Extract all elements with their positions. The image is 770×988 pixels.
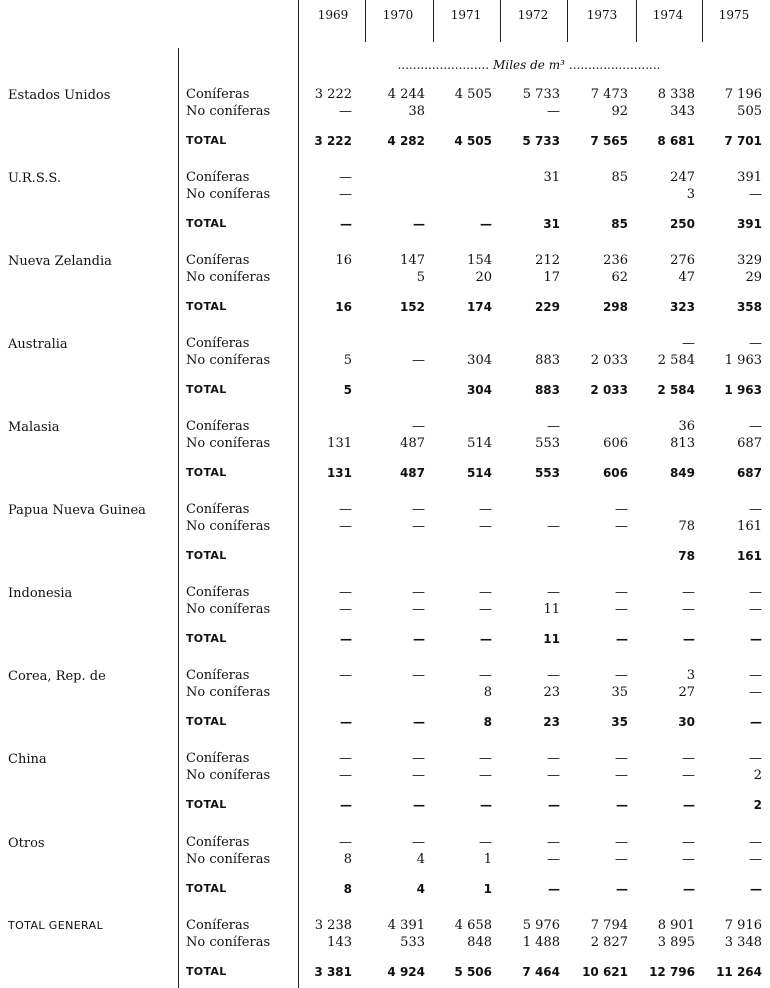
data-cell: 304 [466,383,492,397]
data-cell: 30 [678,715,695,729]
data-cell: — [615,519,628,534]
data-cell: 391 [736,217,762,231]
data-cell: — [749,668,762,683]
data-cell: 8 [343,882,352,896]
data-cell: 487 [399,466,425,480]
data-cell: — [548,798,560,812]
data-cell: 161 [737,519,762,534]
year-header: 1973 [586,8,618,22]
row-label-coniferas: Coníferas [186,502,250,517]
data-cell: — [547,419,560,434]
data-cell: 323 [669,300,695,314]
data-cell: 1 [483,852,492,867]
row-label-coniferas: Coníferas [186,585,250,600]
data-cell: — [480,798,492,812]
data-cell: 38 [408,104,425,119]
data-cell: — [682,585,695,600]
data-cell: — [749,852,762,867]
row-label-no-coniferas: No coníferas [186,768,271,783]
data-cell: — [479,835,492,850]
data-cell: 848 [467,935,492,950]
row-label-no-coniferas: No coníferas [186,519,271,534]
data-cell: — [750,882,762,896]
row-label-total: TOTAL [186,882,227,895]
data-cell: 883 [534,383,560,397]
data-cell: 85 [611,170,628,185]
data-cell: — [412,602,425,617]
data-cell: 1 963 [724,383,762,397]
data-cell: — [413,715,425,729]
unit-dots: ........................ [568,58,661,72]
data-cell: 304 [467,353,492,368]
row-label-no-coniferas: No coníferas [186,602,271,617]
data-cell: — [750,715,762,729]
data-cell: 8 [483,685,492,700]
data-cell: 7 565 [590,134,628,148]
country-name: Estados Unidos [8,88,111,103]
data-cell: 247 [670,170,695,185]
year-header: 1975 [718,8,750,22]
data-cell: 11 [543,602,560,617]
data-cell: 4 391 [387,918,425,933]
data-cell: 62 [611,270,628,285]
data-cell: — [339,835,352,850]
data-cell: — [339,187,352,202]
row-label-total: TOTAL [186,217,227,230]
data-cell: 3 [686,668,695,683]
data-cell: 4 505 [454,87,492,102]
data-cell: 2 033 [590,353,628,368]
data-cell: — [412,751,425,766]
data-cell: 5 733 [522,134,560,148]
data-cell: — [547,668,560,683]
data-cell: 687 [737,436,762,451]
data-cell: — [615,835,628,850]
data-cell: 358 [736,300,762,314]
row-label-coniferas: Coníferas [186,419,250,434]
data-cell: 3 222 [314,134,352,148]
data-cell: — [683,632,695,646]
data-cell: 7 916 [724,918,762,933]
data-cell: — [412,353,425,368]
data-cell: 7 701 [724,134,762,148]
data-cell: 553 [535,436,560,451]
data-cell: — [615,668,628,683]
country-name: TOTAL GENERAL [8,919,104,932]
data-cell: 16 [335,300,352,314]
data-cell: 92 [611,104,628,119]
data-cell: 154 [467,253,492,268]
data-cell: 8 901 [657,918,695,933]
data-cell: — [547,768,560,783]
data-cell: — [412,835,425,850]
data-cell: — [339,602,352,617]
data-cell: 31 [543,170,560,185]
data-cell: — [479,502,492,517]
data-cell: 152 [399,300,425,314]
data-cell: — [412,585,425,600]
data-cell: 3 895 [657,935,695,950]
data-cell: — [339,768,352,783]
unit-text: Miles de m³ [493,58,565,72]
data-cell: — [547,835,560,850]
data-cell: 27 [678,685,695,700]
row-label-no-coniferas: No coníferas [186,852,271,867]
data-cell: — [683,882,695,896]
data-cell: — [749,835,762,850]
data-cell: 606 [603,436,628,451]
data-cell: 813 [670,436,695,451]
data-cell: 3 [686,187,695,202]
data-cell: 5 [343,383,352,397]
data-cell: 487 [400,436,425,451]
data-cell: 505 [737,104,762,119]
data-cell: — [749,187,762,202]
row-label-total: TOTAL [186,798,227,811]
data-cell: 4 [416,882,425,896]
data-cell: 20 [475,270,492,285]
header-divider [567,0,568,42]
row-label-total: TOTAL [186,549,227,562]
data-cell: — [339,104,352,119]
data-cell: 35 [611,685,628,700]
data-cell: — [340,798,352,812]
data-cell: 36 [678,419,695,434]
data-cell: — [340,715,352,729]
country-name: Corea, Rep. de [8,669,106,684]
data-cell: 1 488 [522,935,560,950]
data-cell: — [682,751,695,766]
country-name: Australia [8,337,68,352]
header-divider [636,0,637,42]
data-cell: — [412,519,425,534]
data-cell: 298 [602,300,628,314]
data-cell: — [547,751,560,766]
unit-label [300,58,758,72]
header-divider [702,0,703,42]
data-cell: — [340,632,352,646]
year-header: 1974 [652,8,684,22]
data-cell: — [682,602,695,617]
data-cell: — [615,502,628,517]
data-cell: — [339,170,352,185]
country-name: Malasia [8,420,60,435]
data-cell: 236 [603,253,628,268]
data-cell: 161 [736,549,762,563]
data-cell: — [479,751,492,766]
data-cell: 2 [753,768,762,783]
data-cell: 29 [745,270,762,285]
data-cell: 3 348 [724,935,762,950]
data-cell: 329 [737,253,762,268]
data-cell: 147 [400,253,425,268]
data-cell: — [615,852,628,867]
row-label-total: TOTAL [186,300,227,313]
data-cell: 1 963 [724,353,762,368]
data-cell: 143 [327,935,352,950]
data-cell: 3 222 [314,87,352,102]
data-cell: 2 033 [590,383,628,397]
data-cell: — [547,852,560,867]
country-name: U.R.S.S. [8,171,61,186]
row-label-coniferas: Coníferas [186,751,250,766]
data-cell: 78 [678,549,695,563]
data-cell: — [412,419,425,434]
data-cell: 1 [483,882,492,896]
country-name: Otros [8,836,45,851]
data-cell: 533 [400,935,425,950]
data-cell: 2 584 [657,353,695,368]
header-divider [365,0,366,42]
data-cell: 4 282 [387,134,425,148]
data-cell: — [749,419,762,434]
data-cell: 23 [543,715,560,729]
data-cell: — [413,632,425,646]
data-cell: — [749,602,762,617]
label-column-rule [178,48,179,988]
data-cell: 10 621 [582,965,628,979]
data-cell: — [749,585,762,600]
data-cell: 35 [611,715,628,729]
year-header: 1971 [450,8,482,22]
data-cell: — [480,217,492,231]
row-label-coniferas: Coníferas [186,253,250,268]
data-cell: 5 [343,353,352,368]
data-cell: — [339,502,352,517]
data-cell: 7 473 [590,87,628,102]
data-cell: — [413,798,425,812]
data-cell: 212 [535,253,560,268]
data-cell: 11 [543,632,560,646]
row-label-no-coniferas: No coníferas [186,270,271,285]
data-cell: — [479,585,492,600]
data-cell: — [615,585,628,600]
country-name: China [8,752,47,767]
data-cell: 3 381 [314,965,352,979]
data-cell: 514 [466,466,492,480]
data-cell: — [682,835,695,850]
row-label-no-coniferas: No coníferas [186,104,271,119]
row-label-coniferas: Coníferas [186,170,250,185]
row-label-no-coniferas: No coníferas [186,685,271,700]
data-cell: — [682,768,695,783]
row-label-coniferas: Coníferas [186,918,250,933]
data-cell: 229 [534,300,560,314]
data-cell: 8 [483,715,492,729]
data-cell: 174 [466,300,492,314]
row-label-coniferas: Coníferas [186,668,250,683]
data-cell: — [547,585,560,600]
year-header: 1970 [382,8,414,22]
data-cell: 2 827 [590,935,628,950]
data-cell: 883 [535,353,560,368]
data-cell: — [339,585,352,600]
data-cell: — [682,336,695,351]
data-cell: — [413,217,425,231]
data-cell: 7 794 [590,918,628,933]
data-cell: 4 [416,852,425,867]
data-cell: — [615,602,628,617]
data-cell: — [749,751,762,766]
data-cell: — [479,602,492,617]
data-cell: 4 924 [387,965,425,979]
data-cell: — [480,632,492,646]
data-cell: 606 [602,466,628,480]
data-cell: 5 733 [522,87,560,102]
data-cell: — [339,668,352,683]
data-cell: 4 244 [387,87,425,102]
data-cell: 250 [669,217,695,231]
data-cell: — [750,632,762,646]
data-cell: 343 [670,104,695,119]
data-cell: 131 [326,466,352,480]
row-label-total: TOTAL [186,383,227,396]
row-label-total: TOTAL [186,466,227,479]
data-cell: — [412,502,425,517]
row-label-coniferas: Coníferas [186,835,250,850]
data-cell: 17 [543,270,560,285]
year-header: 1972 [517,8,549,22]
data-cell: 78 [678,519,695,534]
data-cell: 31 [543,217,560,231]
data-cell: — [479,668,492,683]
data-cell: 5 [416,270,425,285]
data-cell: — [749,685,762,700]
data-cell: 47 [678,270,695,285]
data-cell: 2 [753,798,762,812]
data-cell: 5 506 [454,965,492,979]
row-label-no-coniferas: No coníferas [186,935,271,950]
data-cell: — [547,104,560,119]
row-label-total: TOTAL [186,632,227,645]
unit-dots: ........................ [397,58,490,72]
data-cell: 849 [669,466,695,480]
data-cell: — [615,768,628,783]
country-name: Nueva Zelandia [8,254,112,269]
data-cell: — [479,768,492,783]
data-cell: — [616,632,628,646]
data-cell: — [339,519,352,534]
data-cell: 8 681 [657,134,695,148]
data-cell: — [616,798,628,812]
data-cell: — [683,798,695,812]
data-cell: 276 [670,253,695,268]
data-cell: 3 238 [314,918,352,933]
data-cell: 553 [534,466,560,480]
header-divider [500,0,501,42]
row-label-total: TOTAL [186,715,227,728]
row-label-total: TOTAL [186,965,227,978]
data-cell: 7 196 [724,87,762,102]
data-cell: — [412,668,425,683]
year-header: 1969 [317,8,349,22]
data-cell: — [339,751,352,766]
data-cell: 7 464 [522,965,560,979]
data-cell: 514 [467,436,492,451]
country-name: Papua Nueva Guinea [8,503,146,518]
row-label-no-coniferas: No coníferas [186,436,271,451]
data-cell: — [340,217,352,231]
data-cell: — [682,852,695,867]
data-cell: 4 505 [454,134,492,148]
data-cell: — [749,502,762,517]
data-cell: 4 658 [454,918,492,933]
row-label-total: TOTAL [186,134,227,147]
row-label-no-coniferas: No coníferas [186,187,271,202]
header-divider [298,0,299,42]
data-cell: 687 [736,466,762,480]
row-label-coniferas: Coníferas [186,87,250,102]
data-cell: 391 [737,170,762,185]
data-cell: — [547,519,560,534]
data-cell: — [548,882,560,896]
data-cell: — [616,882,628,896]
data-cell: 8 [343,852,352,867]
data-cell: 16 [335,253,352,268]
data-cell: 11 264 [716,965,762,979]
data-cell: 8 338 [657,87,695,102]
data-cell: 85 [611,217,628,231]
data-cell: — [615,751,628,766]
data-cell: — [412,768,425,783]
country-name: Indonesia [8,586,73,601]
header-divider [433,0,434,42]
data-cell: 23 [543,685,560,700]
data-cell: — [479,519,492,534]
data-cell: 131 [327,436,352,451]
data-cell: 2 584 [657,383,695,397]
data-cell: 5 976 [522,918,560,933]
row-label-coniferas: Coníferas [186,336,250,351]
data-cell: 12 796 [649,965,695,979]
data-cell: — [749,336,762,351]
row-label-no-coniferas: No coníferas [186,353,271,368]
